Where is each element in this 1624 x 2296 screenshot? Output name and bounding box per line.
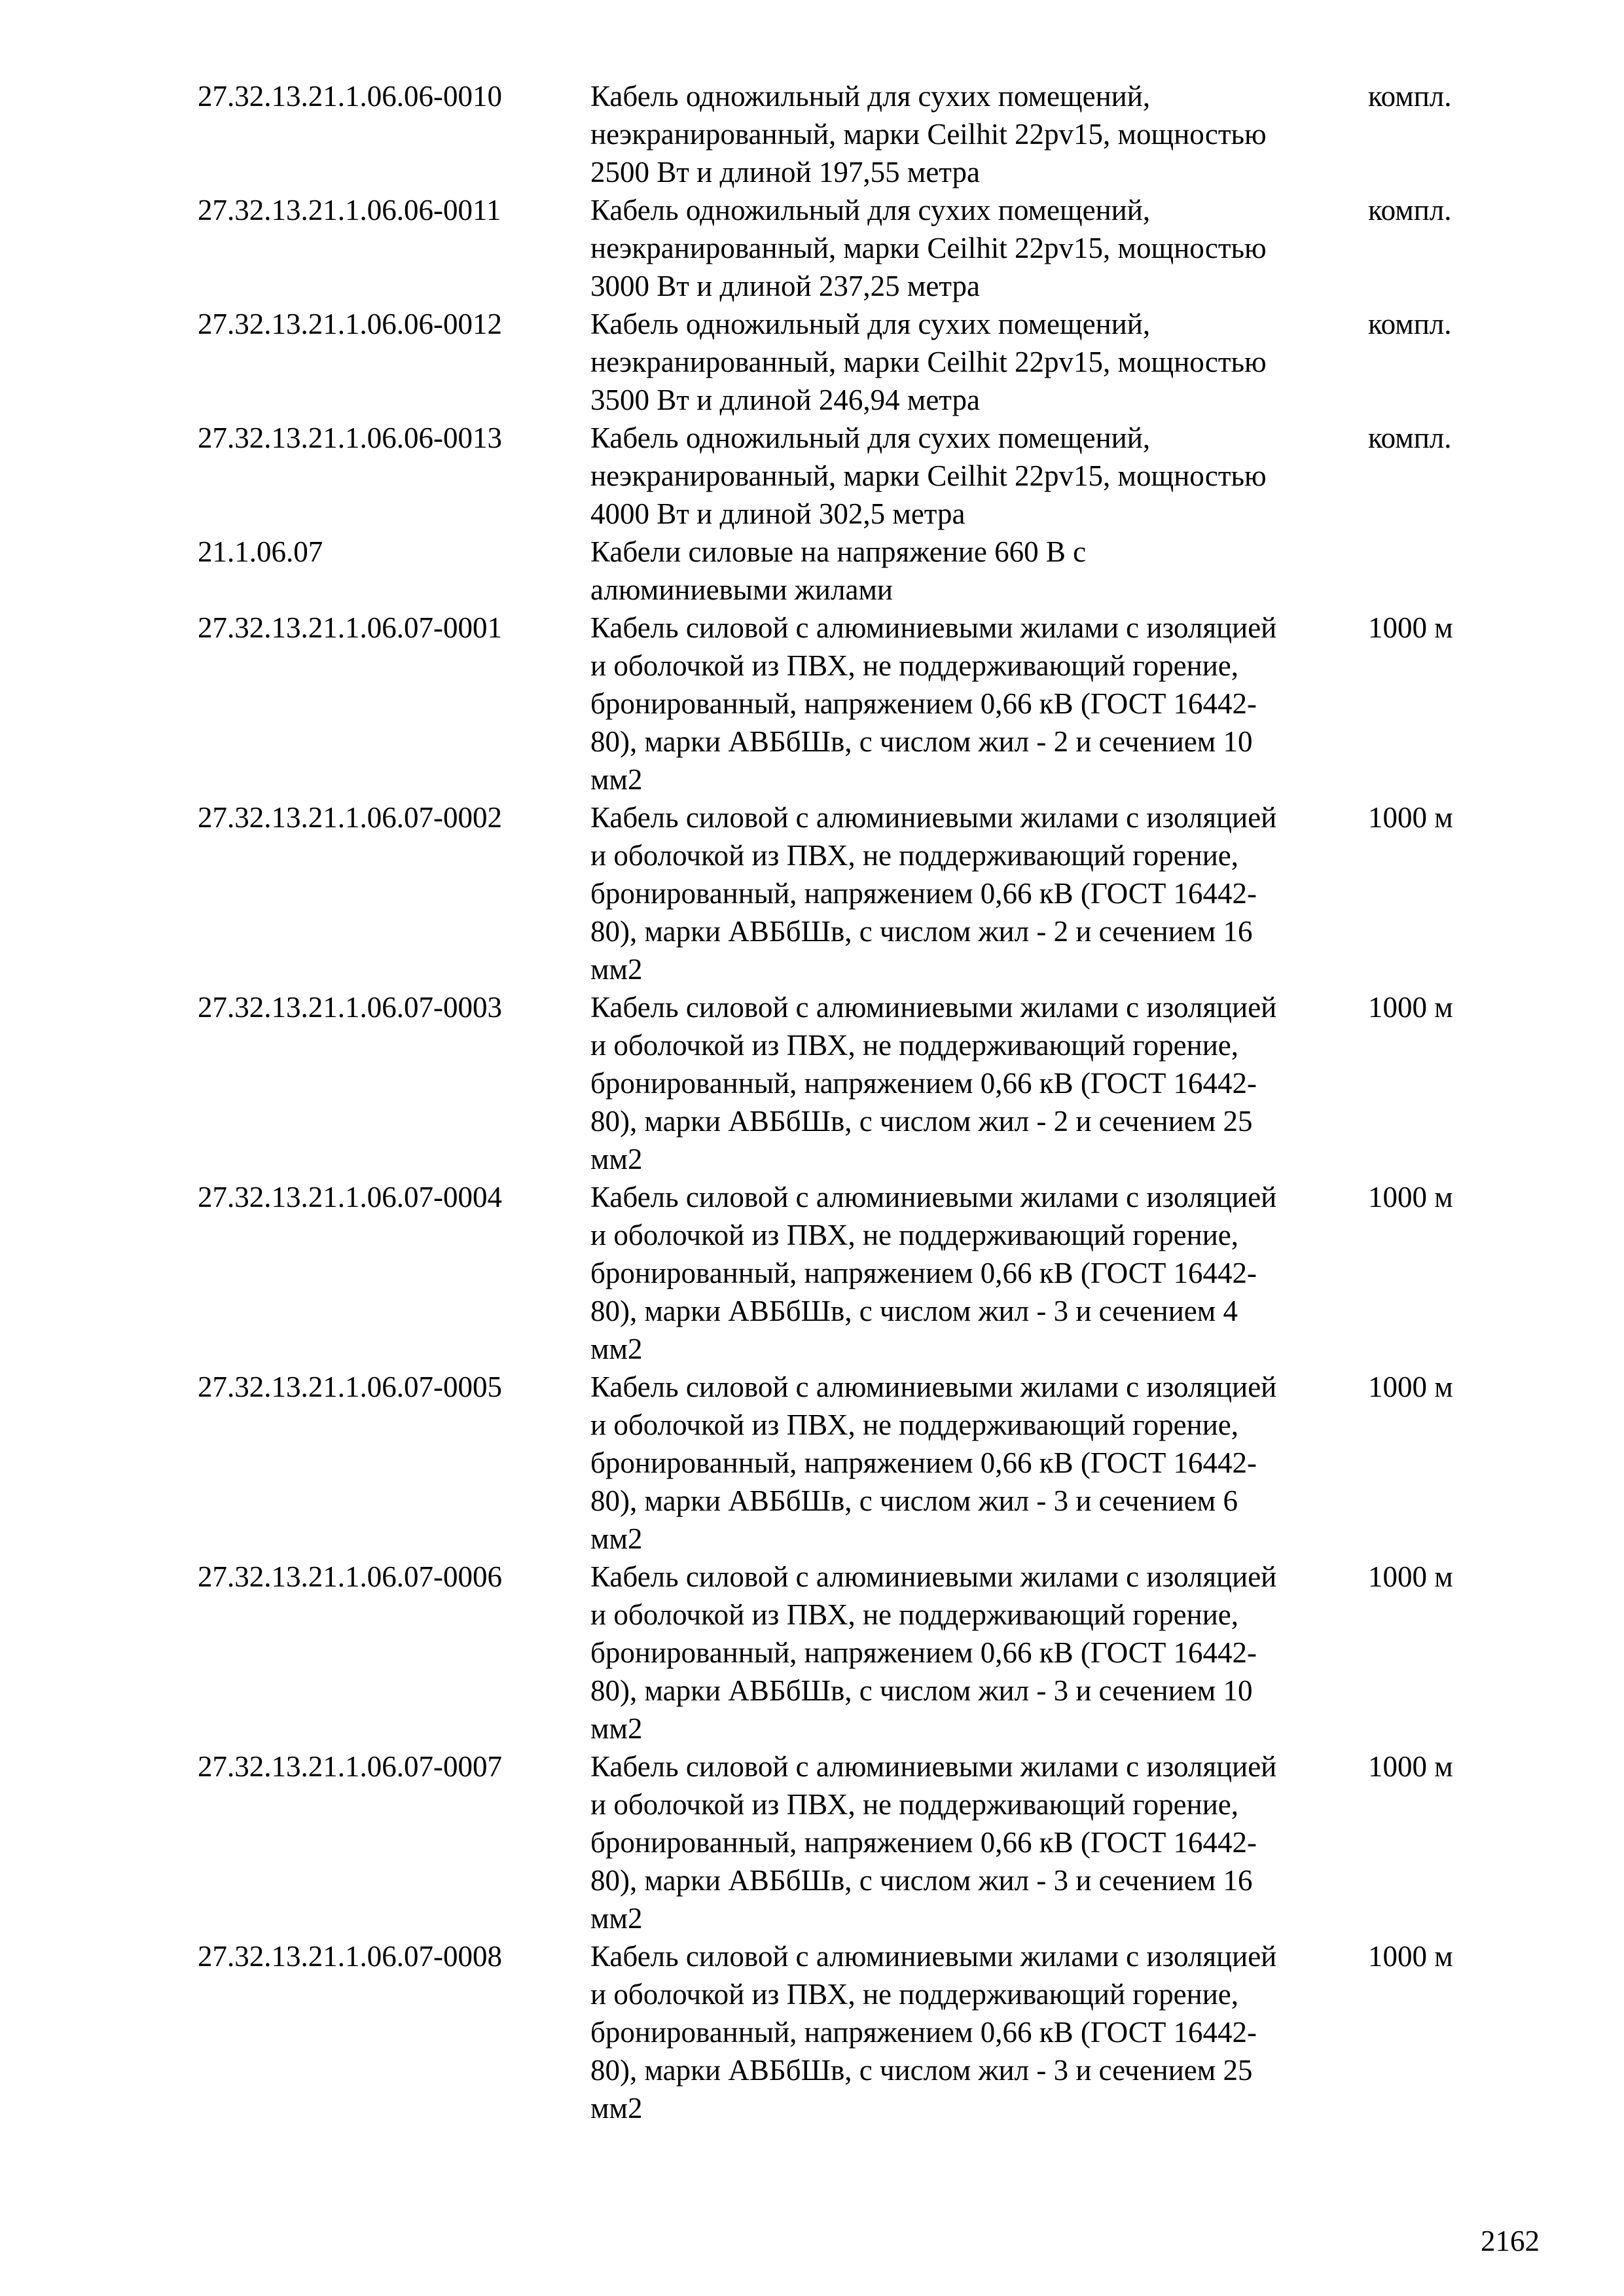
row-description: Кабель силовой с алюминиевыми жилами с изоляцией и оболочкой из ПВХ, не поддерживающий горение, бронированный, напряжением 0,66 кВ (ГОСТ 16442- 80), марки АВБбШв, с числом жил - 3 и сечением 10 мм2	[590, 1560, 1277, 1745]
row-description: Кабель силовой с алюминиевыми жилами с изоляцией и оболочкой из ПВХ, не поддерживающий горение, бронированный, напряжением 0,66 кВ (ГОСТ 16442- 80), марки АВБбШв, с числом жил - 2 и сечением 10 мм2	[590, 611, 1277, 796]
table-row	[198, 1937, 1481, 2127]
row-unit: компл.	[1368, 308, 1452, 340]
row-code: 27.32.13.21.1.06.07-0006	[198, 1560, 502, 1593]
row-unit: 1000 м	[1368, 611, 1453, 644]
row-description: Кабель силовой с алюминиевыми жилами с изоляцией и оболочкой из ПВХ, не поддерживающий горение, бронированный, напряжением 0,66 кВ (ГОСТ 16442- 80), марки АВБбШв, с числом жил - 3 и сечением 4 мм2	[590, 1181, 1277, 1365]
row-unit: 1000 м	[1368, 1371, 1453, 1403]
row-code: 27.32.13.21.1.06.07-0005	[198, 1371, 502, 1403]
row-description: Кабель одножильный для сухих помещений, неэкранированный, марки Ceilhit 22pv15, мощностью 2500 Вт и длиной 197,55 метра	[590, 80, 1267, 188]
row-code: 27.32.13.21.1.06.07-0007	[198, 1750, 502, 1783]
row-code: 27.32.13.21.1.06.06-0011	[198, 194, 501, 226]
row-description: Кабель одножильный для сухих помещений, неэкранированный, марки Ceilhit 22pv15, мощностью 3000 Вт и длиной 237,25 метра	[590, 194, 1267, 302]
table-row-group-heading	[198, 533, 1481, 609]
row-code: 27.32.13.21.1.06.07-0002	[198, 801, 502, 834]
table-row	[198, 1368, 1481, 1558]
row-description: Кабель одножильный для сухих помещений, неэкранированный, марки Ceilhit 22pv15, мощностью 4000 Вт и длиной 302,5 метра	[590, 422, 1267, 530]
row-unit: 1000 м	[1368, 801, 1453, 834]
row-description: Кабель силовой с алюминиевыми жилами с изоляцией и оболочкой из ПВХ, не поддерживающий горение, бронированный, напряжением 0,66 кВ (ГОСТ 16442- 80), марки АВБбШв, с числом жил - 2 и сечением 16 мм2	[590, 801, 1277, 986]
row-unit: 1000 м	[1368, 1181, 1453, 1213]
catalog-table	[198, 77, 1481, 2127]
row-description: Кабель силовой с алюминиевыми жилами с изоляцией и оболочкой из ПВХ, не поддерживающий горение, бронированный, напряжением 0,66 кВ (ГОСТ 16442- 80), марки АВБбШв, с числом жил - 3 и сечением 16 мм2	[590, 1750, 1277, 1935]
table-row	[198, 609, 1481, 798]
row-description: Кабель силовой с алюминиевыми жилами с изоляцией и оболочкой из ПВХ, не поддерживающий горение, бронированный, напряжением 0,66 кВ (ГОСТ 16442- 80), марки АВБбШв, с числом жил - 3 и сечением 6 мм2	[590, 1371, 1277, 1555]
row-code: 27.32.13.21.1.06.06-0010	[198, 80, 502, 113]
row-description: Кабель одножильный для сухих помещений, неэкранированный, марки Ceilhit 22pv15, мощностью 3500 Вт и длиной 246,94 метра	[590, 308, 1267, 416]
table-row	[198, 419, 1481, 533]
table-row	[198, 1558, 1481, 1748]
table-row	[198, 305, 1481, 419]
row-code: 27.32.13.21.1.06.06-0013	[198, 422, 502, 454]
table-row	[198, 77, 1481, 191]
row-code: 21.1.06.07	[198, 535, 323, 568]
row-unit: 1000 м	[1368, 1560, 1453, 1593]
row-unit: 1000 м	[1368, 1750, 1453, 1783]
row-description: Кабели силовые на напряжение 660 В с алюминиевыми жилами	[590, 535, 1087, 606]
row-unit: 1000 м	[1368, 1940, 1453, 1973]
row-description: Кабель силовой с алюминиевыми жилами с изоляцией и оболочкой из ПВХ, не поддерживающий горение, бронированный, напряжением 0,66 кВ (ГОСТ 16442- 80), марки АВБбШв, с числом жил - 2 и сечением 25 мм2	[590, 991, 1277, 1175]
row-code: 27.32.13.21.1.06.07-0008	[198, 1940, 502, 1973]
table-row	[198, 1748, 1481, 1937]
row-unit: компл.	[1368, 194, 1452, 226]
row-code: 27.32.13.21.1.06.07-0003	[198, 991, 502, 1024]
row-unit: 1000 м	[1368, 991, 1453, 1024]
table-row	[198, 988, 1481, 1178]
row-code: 27.32.13.21.1.06.07-0004	[198, 1181, 502, 1213]
table-row	[198, 191, 1481, 305]
table-row	[198, 798, 1481, 988]
row-description: Кабель силовой с алюминиевыми жилами с изоляцией и оболочкой из ПВХ, не поддерживающий горение, бронированный, напряжением 0,66 кВ (ГОСТ 16442- 80), марки АВБбШв, с числом жил - 3 и сечением 25 мм2	[590, 1940, 1277, 2125]
row-code: 27.32.13.21.1.06.06-0012	[198, 308, 502, 340]
row-unit: компл.	[1368, 80, 1452, 113]
page-number: 2162	[1481, 2225, 1540, 2257]
table-row	[198, 1178, 1481, 1368]
row-unit: компл.	[1368, 422, 1452, 454]
row-code: 27.32.13.21.1.06.07-0001	[198, 611, 502, 644]
